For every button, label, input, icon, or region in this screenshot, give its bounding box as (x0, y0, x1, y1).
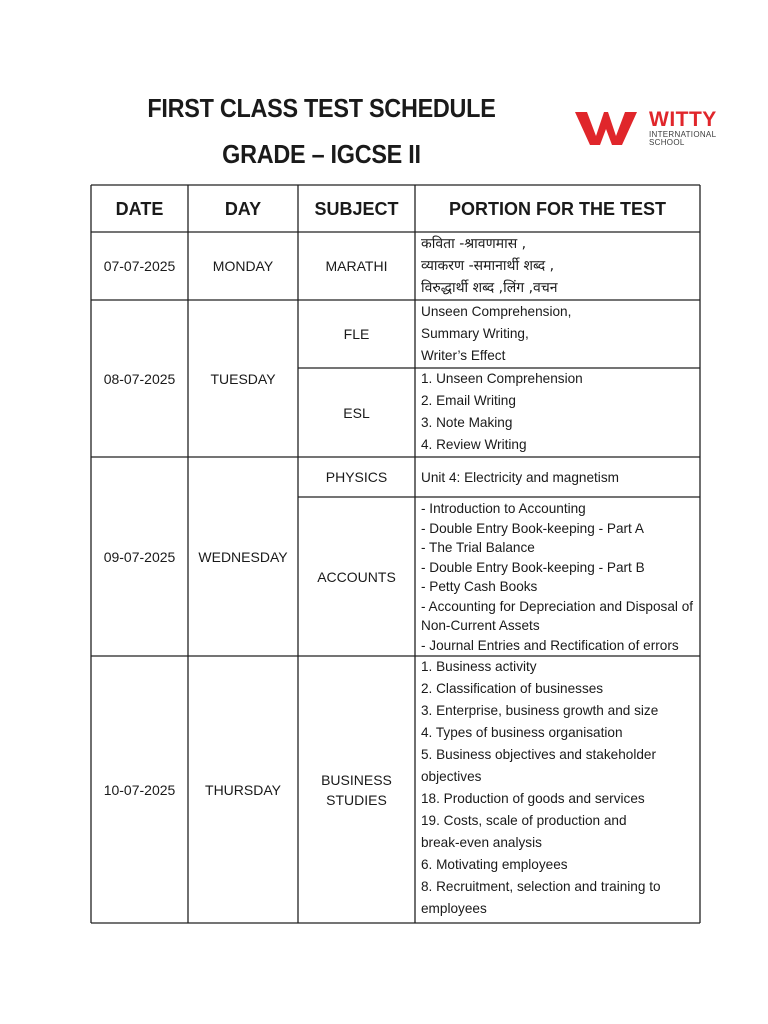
portion-line: Unseen Comprehension, (421, 304, 572, 319)
row-day: TUESDAY (210, 370, 276, 387)
subject-cell: ESL (343, 404, 370, 421)
row-day: WEDNESDAY (198, 548, 288, 565)
logo-brand-text: WITTY (649, 108, 717, 131)
portion-cell (421, 301, 571, 367)
subject-cell (298, 656, 415, 923)
row-date: 07-07-2025 (103, 258, 176, 274)
portion-line: - Double Entry Book-keeping - Part B (421, 559, 645, 575)
row-day: THURSDAY (205, 781, 281, 798)
subject-cell: FLE (343, 326, 370, 342)
column-header-day: DAY (224, 198, 262, 219)
portion-cell (421, 233, 557, 299)
portion-line: Non-Current Assets (421, 618, 540, 633)
portion-line: Writer’s Effect (421, 348, 506, 363)
subject-line: BUSINESS (321, 771, 392, 788)
portion-line: 19. Costs, scale of production and (421, 813, 627, 828)
portion-line: 6. Motivating employees (421, 857, 568, 872)
portion-line: objectives (421, 769, 482, 784)
row-date: 10-07-2025 (103, 781, 176, 798)
portion-line: Unit 4: Electricity and magnetism (421, 470, 619, 485)
portion-line: - Double Entry Book-keeping - Part A (421, 520, 644, 536)
portion-line: 4. Review Writing (421, 437, 527, 452)
portion-line: कविता -श्रावणमास , (421, 236, 527, 252)
portion-line: विरुद्धार्थी शब्द ,लिंग ,वचन (421, 280, 558, 296)
row-date: 09-07-2025 (103, 548, 176, 565)
portion-line: व्याकरण -समानार्थी शब्द , (421, 258, 555, 274)
portion-line: 4. Types of business organisation (421, 725, 623, 740)
portion-line: - The Trial Balance (421, 540, 535, 555)
portion-line: 18. Production of goods and services (421, 791, 645, 806)
portion-cell (421, 499, 693, 655)
portion-line: 3. Note Making (421, 415, 513, 430)
portion-cell (421, 368, 583, 456)
portion-line: 2. Email Writing (421, 393, 516, 408)
portion-line: - Introduction to Accounting (421, 501, 586, 516)
subject-cell: MARATHI (325, 258, 388, 274)
portion-line: - Journal Entries and Rectification of errors (421, 637, 679, 653)
portion-line: Summary Writing, (421, 326, 529, 341)
column-header-subject: SUBJECT (314, 198, 399, 219)
portion-line: 3. Enterprise, business growth and size (421, 703, 659, 718)
portion-cell (421, 467, 619, 489)
column-header-portion: PORTION FOR THE TEST (448, 198, 666, 219)
portion-line: - Petty Cash Books (421, 579, 538, 594)
subject-line: STUDIES (326, 791, 387, 808)
portion-line: 1. Unseen Comprehension (421, 371, 583, 386)
subject-cell: ACCOUNTS (317, 568, 396, 585)
row-day: MONDAY (212, 258, 274, 274)
logo-sub-text-1: INTERNATIONAL (649, 130, 717, 139)
portion-line: 5. Business objectives and stakeholder (421, 747, 657, 762)
portion-line: employees (421, 901, 487, 916)
portion-line: 1. Business activity (421, 659, 537, 674)
portion-line: 8. Recruitment, selection and training to (421, 879, 661, 894)
column-header-date: DATE (115, 198, 164, 219)
subject-cell: PHYSICS (325, 469, 388, 485)
page-subtitle: GRADE – IGCSE II (222, 139, 421, 169)
portion-line: - Accounting for Depreciation and Disposal of (421, 598, 694, 614)
portion-line: 2. Classification of businesses (421, 681, 604, 696)
logo-sub-text-2: SCHOOL (649, 138, 685, 147)
page-title: FIRST CLASS TEST SCHEDULE (147, 93, 496, 123)
row-date: 08-07-2025 (103, 370, 176, 387)
portion-cell (421, 656, 661, 920)
portion-line: break-even analysis (421, 835, 542, 850)
